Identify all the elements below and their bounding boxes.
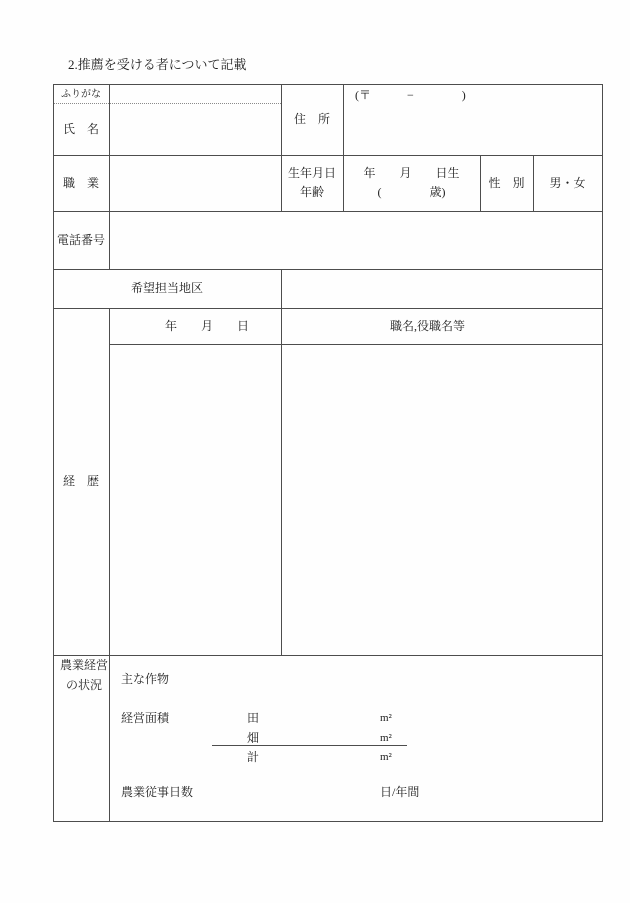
- address-entry-area: [343, 84, 602, 155]
- sex-options: 男・女: [549, 175, 586, 190]
- farming-paddy-unit: m²: [380, 712, 392, 724]
- occupation-label: 職 業: [62, 175, 99, 190]
- farming-total-unit: m²: [380, 751, 392, 763]
- career-position-entry-area: [281, 344, 602, 655]
- farming-upland-unit: m²: [380, 732, 392, 744]
- career-label: 経 歴: [62, 474, 99, 488]
- district-entry-area: [281, 269, 602, 308]
- career-position-header: 職名,役職名等: [389, 318, 465, 333]
- farming-label-line2: の状況: [65, 678, 102, 692]
- farming-content-area: [109, 655, 602, 821]
- name-label: 氏 名: [62, 121, 99, 136]
- farming-workdays-label: 農業従事日数: [121, 785, 194, 799]
- farming-workdays-unit: 日/年間: [380, 785, 420, 799]
- birthdate-entry-area: [343, 155, 480, 211]
- career-date-header: 年 月 日: [164, 318, 249, 333]
- farming-label-line1: 農業経営: [59, 658, 108, 672]
- farming-crops-label: 主な作物: [121, 672, 170, 686]
- table-border-bottom: [53, 821, 603, 822]
- birthdate-label-line2: 年齢: [299, 185, 324, 199]
- furigana-label: ふりがな: [61, 88, 101, 100]
- occupation-entry-area: [109, 155, 281, 211]
- page-title: 2.推薦を受ける者について記載: [68, 57, 247, 72]
- district-label: 希望担当地区: [130, 281, 203, 295]
- address-label: 住 所: [293, 112, 330, 126]
- career-date-entry-area: [109, 344, 281, 655]
- farming-upland-label: 畑: [247, 731, 260, 745]
- name-entry-area: [109, 84, 281, 155]
- birthdate-label: [281, 155, 343, 211]
- farming-area-label: 経営面積: [121, 711, 170, 725]
- birthdate-value-line2: ( 歳): [377, 185, 446, 199]
- farming-total-rule: [212, 745, 407, 746]
- sex-label: 性 別: [488, 175, 525, 190]
- farming-paddy-label: 田: [247, 711, 260, 725]
- farming-label: [53, 655, 109, 821]
- postal-code-line: (〒 − ): [355, 88, 466, 102]
- birthdate-value-line1: 年 月 日生: [363, 166, 460, 180]
- phone-label: 電話番号: [56, 232, 105, 247]
- phone-entry-area: [109, 211, 602, 269]
- farming-total-label: 計: [247, 750, 260, 764]
- birthdate-label-line1: 生年月日: [287, 166, 336, 180]
- table-border-right: [602, 84, 603, 821]
